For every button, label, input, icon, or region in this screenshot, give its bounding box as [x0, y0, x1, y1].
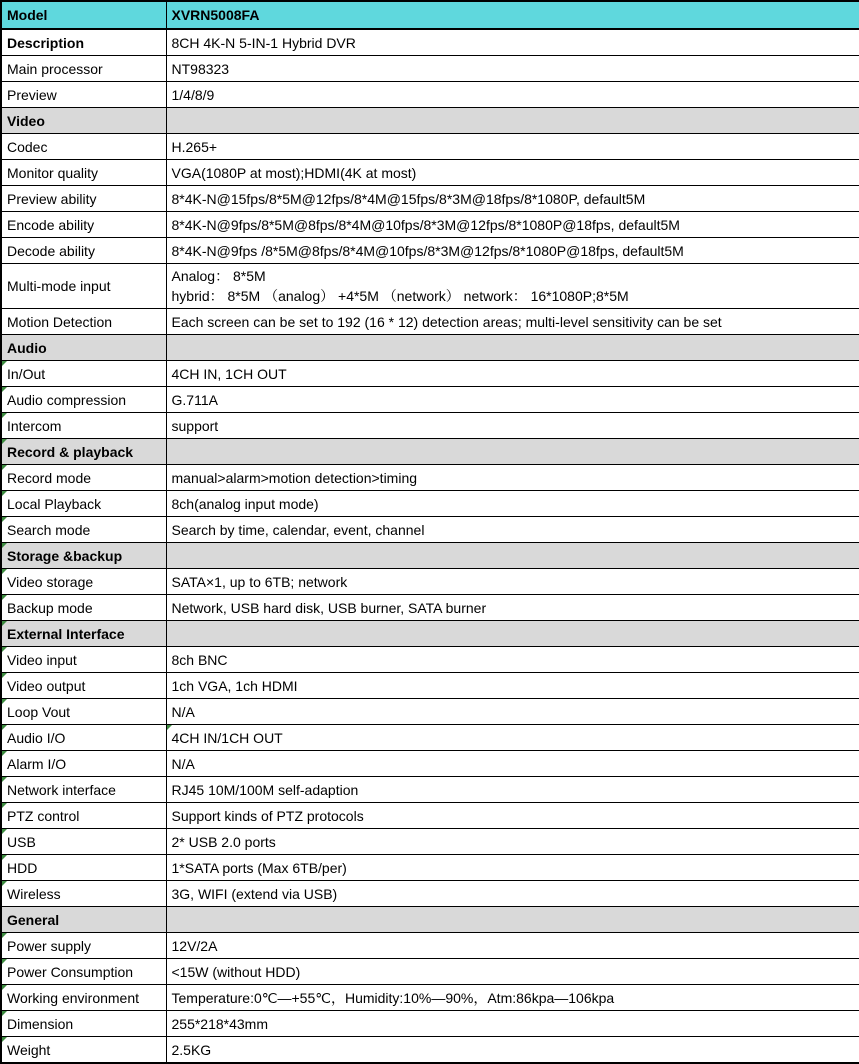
row-value: 8CH 4K-N 5-IN-1 Hybrid DVR: [171, 34, 356, 51]
value-cell-model: [166, 1, 859, 29]
spec-row-video: [1, 108, 859, 134]
row-value: 8ch BNC: [171, 651, 228, 668]
value-cell-network-interface: [166, 777, 859, 803]
spec-row-search-mode: [1, 517, 859, 543]
spec-row-audio-compression: [1, 387, 859, 413]
row-value: 8ch(analog input mode): [171, 495, 319, 512]
spec-row-multi-mode-input: [1, 264, 859, 309]
spec-row-network-interface: [1, 777, 859, 803]
label-cell-model: [1, 1, 166, 29]
row-value: Network, USB hard disk, USB burner, SATA burner: [171, 599, 487, 616]
label-cell-dimension: [1, 1011, 166, 1037]
row-label: Video output: [7, 677, 86, 694]
label-cell-main-processor: [1, 56, 166, 82]
spec-row-motion-detection: [1, 309, 859, 335]
row-value: VGA(1080P at most);HDMI(4K at most): [171, 164, 417, 181]
label-cell-audio: [1, 335, 166, 361]
value-cell-power-consumption: [166, 959, 859, 985]
label-cell-external-interface: [1, 621, 166, 647]
row-label: Multi-mode input: [7, 278, 111, 294]
row-label: Preview ability: [7, 190, 97, 207]
row-label: In/Out: [7, 365, 46, 382]
row-label: Backup mode: [7, 599, 93, 616]
row-value-line: hybrid： 8*5M （analog） +4*5M （network） network： 16*1080P;8*5M: [171, 288, 629, 304]
value-cell-multi-mode-input: [166, 264, 859, 309]
row-label: Video storage: [7, 573, 94, 590]
row-label: Working environment: [7, 989, 140, 1006]
label-cell-preview-ability: [1, 186, 166, 212]
value-cell-video-storage: [166, 569, 859, 595]
label-cell-intercom: [1, 413, 166, 439]
label-cell-alarm-i-o: [1, 751, 166, 777]
row-label: Record mode: [7, 469, 92, 486]
label-cell-local-playback: [1, 491, 166, 517]
spec-row-decode-ability: [1, 238, 859, 264]
row-value: 2.5KG: [171, 1041, 212, 1058]
label-cell-codec: [1, 134, 166, 160]
value-cell-video-input: [166, 647, 859, 673]
spec-row-description: [1, 29, 859, 56]
row-value: G.711A: [171, 391, 218, 408]
row-value: 4CH IN, 1CH OUT: [171, 365, 287, 382]
value-cell-motion-detection: [166, 309, 859, 335]
row-label: Audio I/O: [7, 729, 66, 746]
row-label: Record & playback: [7, 443, 134, 460]
row-label: External Interface: [7, 625, 125, 642]
spec-row-encode-ability: [1, 212, 859, 238]
spec-row-dimension: [1, 1011, 859, 1037]
label-cell-video-input: [1, 647, 166, 673]
row-value: N/A: [171, 703, 195, 720]
spec-row-codec: [1, 134, 859, 160]
row-value: 1*SATA ports (Max 6TB/per): [171, 859, 347, 876]
label-cell-storage-backup: [1, 543, 166, 569]
row-value: SATA×1, up to 6TB; network: [171, 573, 348, 590]
spec-row-general: [1, 907, 859, 933]
row-label: Wireless: [7, 885, 61, 902]
label-cell-in-out: [1, 361, 166, 387]
row-label: HDD: [7, 859, 38, 876]
value-cell-preview: [166, 82, 859, 108]
value-cell-search-mode: [166, 517, 859, 543]
row-label: General: [7, 911, 60, 928]
spec-row-local-playback: [1, 491, 859, 517]
row-label: Weight: [7, 1041, 51, 1058]
row-label: Power Consumption: [7, 963, 134, 980]
value-cell-in-out: [166, 361, 859, 387]
value-cell-record-mode: [166, 465, 859, 491]
label-cell-loop-vout: [1, 699, 166, 725]
label-cell-video-output: [1, 673, 166, 699]
row-value: Temperature:0℃—+55℃，Humidity:10%—90%，Atm:86kpa—106kpa: [171, 989, 615, 1006]
row-value: 4CH IN/1CH OUT: [171, 729, 283, 746]
spec-row-main-processor: [1, 56, 859, 82]
row-value: support: [171, 417, 219, 434]
spec-row-ptz-control: [1, 803, 859, 829]
label-cell-weight: [1, 1037, 166, 1064]
spec-row-video-storage: [1, 569, 859, 595]
row-value: N/A: [171, 755, 195, 772]
label-cell-wireless: [1, 881, 166, 907]
label-cell-backup-mode: [1, 595, 166, 621]
row-value: manual>alarm>motion detection>timing: [171, 469, 418, 486]
spec-row-intercom: [1, 413, 859, 439]
value-cell-main-processor: [166, 56, 859, 82]
value-cell-loop-vout: [166, 699, 859, 725]
value-cell-record-playback: [166, 439, 859, 465]
value-cell-video: [166, 108, 859, 134]
label-cell-multi-mode-input: [1, 264, 166, 309]
row-value: 12V/2A: [171, 937, 218, 954]
value-cell-preview-ability: [166, 186, 859, 212]
value-cell-storage-backup: [166, 543, 859, 569]
value-cell-weight: [166, 1037, 859, 1064]
value-cell-external-interface: [166, 621, 859, 647]
row-value: Each screen can be set to 192 (16 * 12) detection areas; multi-level sensitivity can be set: [171, 313, 722, 330]
label-cell-usb: [1, 829, 166, 855]
row-value: 3G, WIFI (extend via USB): [171, 885, 338, 902]
spec-row-storage-backup: [1, 543, 859, 569]
row-label: Search mode: [7, 521, 91, 538]
row-label: Network interface: [7, 781, 116, 798]
value-cell-hdd: [166, 855, 859, 881]
value-cell-encode-ability: [166, 212, 859, 238]
row-label: Main processor: [7, 60, 103, 77]
row-label: PTZ control: [7, 807, 80, 824]
label-cell-general: [1, 907, 166, 933]
label-cell-description: [1, 29, 166, 56]
row-label: Description: [7, 34, 85, 51]
value-cell-dimension: [166, 1011, 859, 1037]
spec-row-model: [1, 1, 859, 29]
value-cell-audio-compression: [166, 387, 859, 413]
spec-row-record-mode: [1, 465, 859, 491]
row-label: Motion Detection: [7, 313, 113, 330]
value-cell-wireless: [166, 881, 859, 907]
row-value: 1/4/8/9: [171, 86, 215, 103]
spec-row-monitor-quality: [1, 160, 859, 186]
row-label: Power supply: [7, 937, 92, 954]
row-label: Model: [7, 7, 48, 23]
label-cell-audio-compression: [1, 387, 166, 413]
value-cell-working-environment: [166, 985, 859, 1011]
label-cell-network-interface: [1, 777, 166, 803]
row-label: Storage &backup: [7, 547, 123, 564]
value-cell-monitor-quality: [166, 160, 859, 186]
value-cell-local-playback: [166, 491, 859, 517]
value-cell-backup-mode: [166, 595, 859, 621]
label-cell-motion-detection: [1, 309, 166, 335]
value-cell-ptz-control: [166, 803, 859, 829]
spec-row-power-consumption: [1, 959, 859, 985]
row-value: NT98323: [171, 60, 230, 77]
value-cell-audio: [166, 335, 859, 361]
row-label: Alarm I/O: [7, 755, 67, 772]
label-cell-hdd: [1, 855, 166, 881]
row-label: Codec: [7, 138, 48, 155]
label-cell-preview: [1, 82, 166, 108]
label-cell-record-playback: [1, 439, 166, 465]
row-label: Intercom: [7, 417, 62, 434]
label-cell-power-consumption: [1, 959, 166, 985]
value-cell-video-output: [166, 673, 859, 699]
row-value: <15W (without HDD): [171, 963, 301, 980]
label-cell-search-mode: [1, 517, 166, 543]
spec-row-wireless: [1, 881, 859, 907]
spec-row-audio: [1, 335, 859, 361]
spec-row-backup-mode: [1, 595, 859, 621]
spec-row-video-input: [1, 647, 859, 673]
row-value: 255*218*43mm: [171, 1015, 269, 1032]
value-cell-intercom: [166, 413, 859, 439]
row-label: Loop Vout: [7, 703, 71, 720]
row-label: Monitor quality: [7, 164, 99, 181]
row-label: Audio: [7, 339, 47, 356]
spec-row-hdd: [1, 855, 859, 881]
row-label: Dimension: [7, 1015, 74, 1032]
row-value: H.265+: [171, 138, 218, 155]
spec-row-external-interface: [1, 621, 859, 647]
label-cell-decode-ability: [1, 238, 166, 264]
row-label: Local Playback: [7, 495, 102, 512]
spec-row-usb: [1, 829, 859, 855]
spec-table-body: [1, 1, 859, 1063]
label-cell-ptz-control: [1, 803, 166, 829]
spec-row-preview: [1, 82, 859, 108]
value-cell-audio-i-o: [166, 725, 859, 751]
label-cell-video: [1, 108, 166, 134]
spec-row-power-supply: [1, 933, 859, 959]
label-cell-power-supply: [1, 933, 166, 959]
value-cell-codec: [166, 134, 859, 160]
row-label: Decode ability: [7, 242, 95, 259]
row-label: Audio compression: [7, 391, 127, 408]
row-value: 8*4K-N@9fps /8*5M@8fps/8*4M@10fps/8*3M@12fps/8*1080P@18fps, default5M: [171, 242, 684, 259]
value-cell-description: [166, 29, 859, 56]
spec-row-loop-vout: [1, 699, 859, 725]
row-value: 2* USB 2.0 ports: [171, 833, 276, 850]
spec-row-weight: [1, 1037, 859, 1064]
label-cell-encode-ability: [1, 212, 166, 238]
value-cell-alarm-i-o: [166, 751, 859, 777]
row-value: 8*4K-N@15fps/8*5M@12fps/8*4M@15fps/8*3M@18fps/8*1080P, default5M: [171, 190, 646, 207]
value-cell-power-supply: [166, 933, 859, 959]
value-cell-usb: [166, 829, 859, 855]
spec-row-in-out: [1, 361, 859, 387]
row-label: Encode ability: [7, 216, 95, 233]
spec-row-alarm-i-o: [1, 751, 859, 777]
row-value: Support kinds of PTZ protocols: [171, 807, 364, 824]
spec-row-audio-i-o: [1, 725, 859, 751]
label-cell-monitor-quality: [1, 160, 166, 186]
row-label: Preview: [7, 86, 57, 103]
label-cell-audio-i-o: [1, 725, 166, 751]
spec-row-record-playback: [1, 439, 859, 465]
row-value: RJ45 10M/100M self-adaption: [171, 781, 359, 798]
row-label: Video input: [7, 651, 77, 668]
label-cell-working-environment: [1, 985, 166, 1011]
value-cell-general: [166, 907, 859, 933]
row-value: 1ch VGA, 1ch HDMI: [171, 677, 298, 694]
spec-row-preview-ability: [1, 186, 859, 212]
value-cell-decode-ability: [166, 238, 859, 264]
label-cell-record-mode: [1, 465, 166, 491]
spec-row-video-output: [1, 673, 859, 699]
spec-row-working-environment: [1, 985, 859, 1011]
row-label: Video: [7, 112, 45, 129]
row-value-line: Analog： 8*5M: [171, 268, 266, 284]
row-value: 8*4K-N@9fps/8*5M@8fps/8*4M@10fps/8*3M@12fps/8*1080P@18fps, default5M: [171, 216, 680, 233]
label-cell-video-storage: [1, 569, 166, 595]
row-value: Search by time, calendar, event, channel: [171, 521, 425, 538]
row-value: XVRN5008FA: [171, 7, 260, 23]
row-label: USB: [7, 833, 36, 850]
